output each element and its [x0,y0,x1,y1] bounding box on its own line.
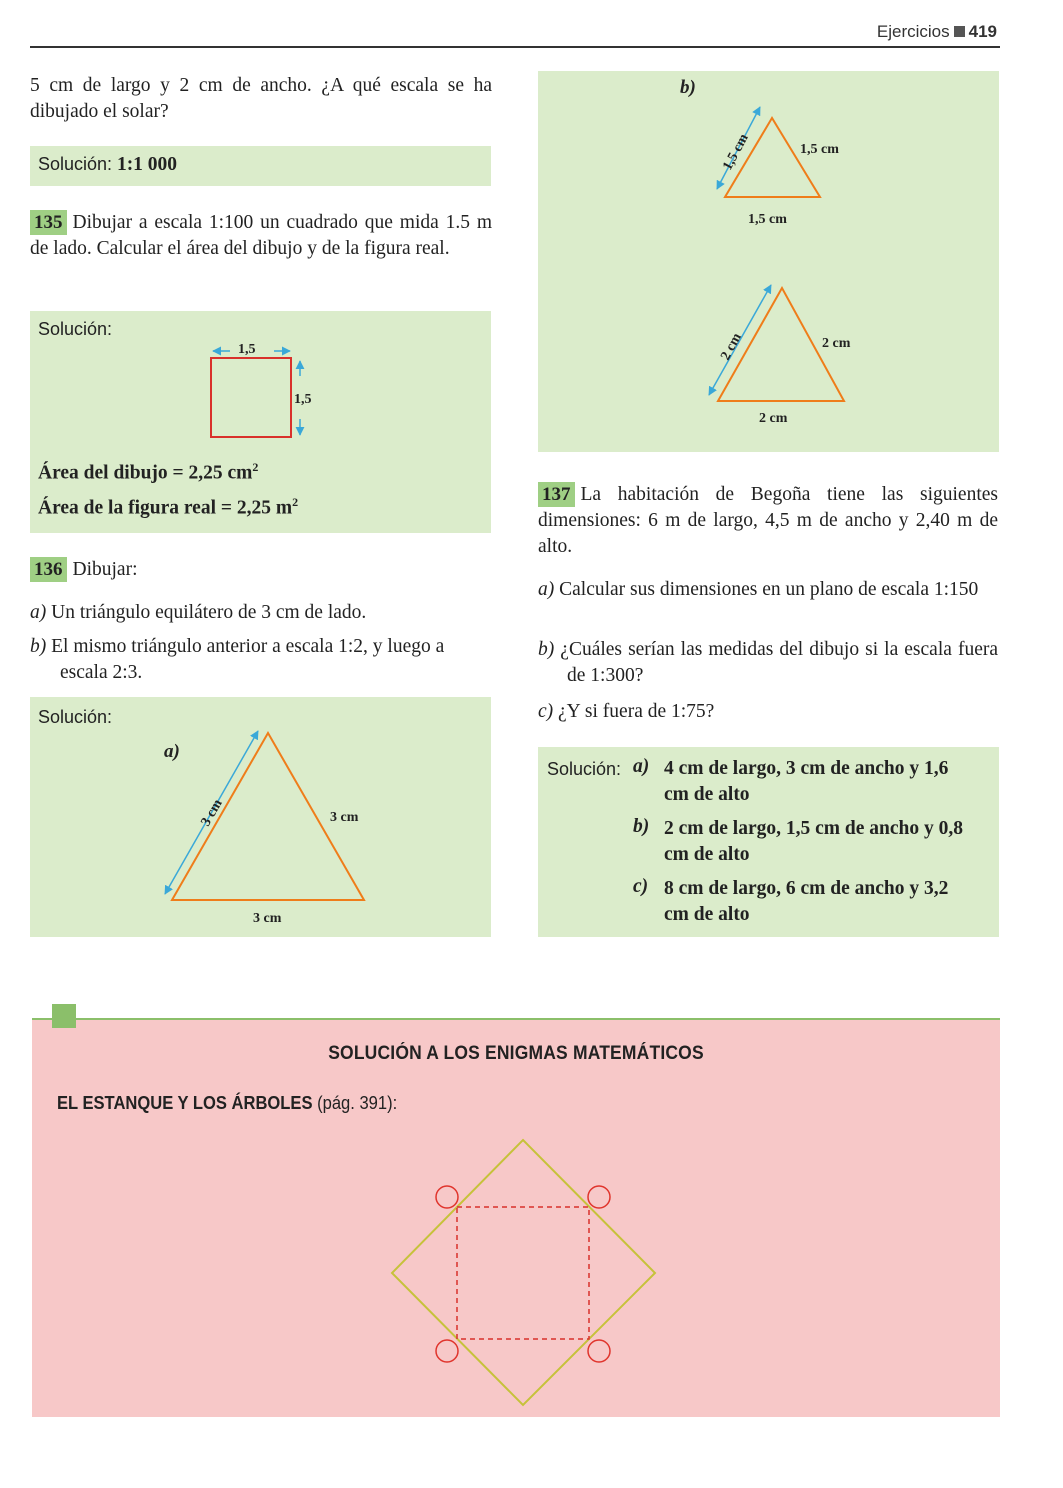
triangle-a-right-label: 3 cm [330,810,359,825]
area-drawing-text: Área del dibujo = 2,25 cm [38,462,253,484]
item-marker: a) [538,579,555,600]
section-marker-icon [52,1004,76,1028]
ex137-item-b [538,637,998,689]
triangles-b-figure [538,71,999,452]
enigmas-subtitle [57,1093,397,1114]
item-text: Calcular sus dimensiones en un plano de escala 1:150 [559,579,979,600]
intro-text: 5 cm de largo y 2 cm de ancho. ¿A qué escala se ha dibujado el solar? [30,75,492,122]
item-text: El mismo triángulo anterior a escala 1:2, y luego a escala 2:3. [51,636,445,683]
header-section: Ejercicios [876,22,950,41]
item-text: ¿Cuáles serían las medidas del dibujo si la escala fuera de 1:300? [560,639,998,686]
enigmas-title: SOLUCIÓN A LOS ENIGMAS MATEMÁTICOS [328,1043,704,1064]
tree-icon [588,1186,610,1208]
page-reference: (pág. 391): [317,1093,398,1113]
exercise-136-text: Dibujar: [72,559,138,580]
solution-label: Solución: [38,154,113,174]
exercise-135 [30,210,492,262]
item-marker: c) [538,701,554,722]
drawn-square [211,358,291,437]
triangle-b2-bottom-label: 2 cm [759,411,788,426]
exercise-number-badge: 135 [30,210,67,235]
item-text: ¿Y si fuera de 1:75? [558,701,715,722]
ex137-item-a [538,577,998,603]
solution-c: 8 cm de largo, 6 cm de ancho y 3,2 cm de alto [664,878,949,925]
triangle-a-left-label: 3 cm [198,796,226,829]
ex135-solution-box [30,311,491,533]
dim-side-label: 1,5 [294,392,312,407]
subtitle-text: EL ESTANQUE Y LOS ÁRBOLES [57,1093,313,1113]
item-marker: b) [30,636,47,657]
section-rule [32,1018,1000,1020]
triangle-b1-bottom-label: 1,5 cm [748,212,787,227]
triangle-b2-right-label: 2 cm [822,336,851,351]
intro-solution-box [30,146,491,186]
ex137-item-c [538,699,998,725]
ex136-item-a [30,600,492,626]
square-figure [30,311,491,451]
tree-icon [588,1340,610,1362]
triangle-a-bottom-label: 3 cm [253,911,282,926]
original-pond [457,1207,589,1339]
page-header [877,22,997,42]
header-rule [30,46,1000,48]
solution-marker: b) [633,816,650,837]
exercise-137 [538,482,998,560]
exercise-135-text: Dibujar a escala 1:100 un cuadrado que mida 1.5 m de lado. Calcular el área del dibujo y de la figura real. [30,212,492,259]
pond-trees-diagram [380,1130,670,1415]
area-real-text: Área de la figura real = 2,25 m [38,497,293,519]
exercise-137-text: La habitación de Begoña tiene las siguientes dimensiones: 6 m de largo, 4,5 m de ancho y 2,40 m de alto. [538,484,998,557]
exercise-136 [30,557,492,583]
item-text: Un triángulo equilátero de 3 cm de lado. [51,602,367,623]
ex136-solution-a-box [30,697,491,937]
triangle-b1-left-label: 1,5 cm [720,131,752,173]
solution-marker: c) [633,876,649,897]
ex136-solution-b-box [538,71,999,452]
exercise-number-badge: 136 [30,557,67,582]
solution-a: 4 cm de largo, 3 cm de ancho y 1,6 cm de alto [664,758,949,805]
superscript: 2 [292,495,299,509]
item-marker: b) [538,639,555,660]
superscript: 2 [252,460,259,474]
figure-b-label: b) [680,77,696,98]
solution-value: 1:1 000 [116,154,178,175]
triangle-b1-right-label: 1,5 cm [800,142,839,157]
intro-solution [38,154,177,176]
dim-top-label: 1,5 [238,342,256,357]
tree-icon [436,1186,458,1208]
item-marker: a) [30,602,47,623]
triangle-a-figure [30,697,491,937]
enlarged-pond [392,1140,655,1405]
tree-icon [436,1340,458,1362]
solution-marker: a) [633,756,650,777]
area-drawing [38,460,258,485]
ex137-solution-box [538,747,999,937]
solution-b: 2 cm de largo, 1,5 cm de ancho y 0,8 cm de alto [664,818,963,865]
solution-label: Solución: [38,319,113,339]
figure-a-label: a) [164,741,180,762]
page-number: 419 [968,22,997,41]
square-bullet-icon [954,26,965,37]
area-real [38,495,298,520]
triangle-b2-left-label: 2 cm [718,330,745,363]
exercise-number-badge: 137 [538,482,575,507]
solution-label: Solución: [547,759,622,779]
ex136-item-b [30,634,492,686]
solution-label: Solución: [38,707,113,727]
